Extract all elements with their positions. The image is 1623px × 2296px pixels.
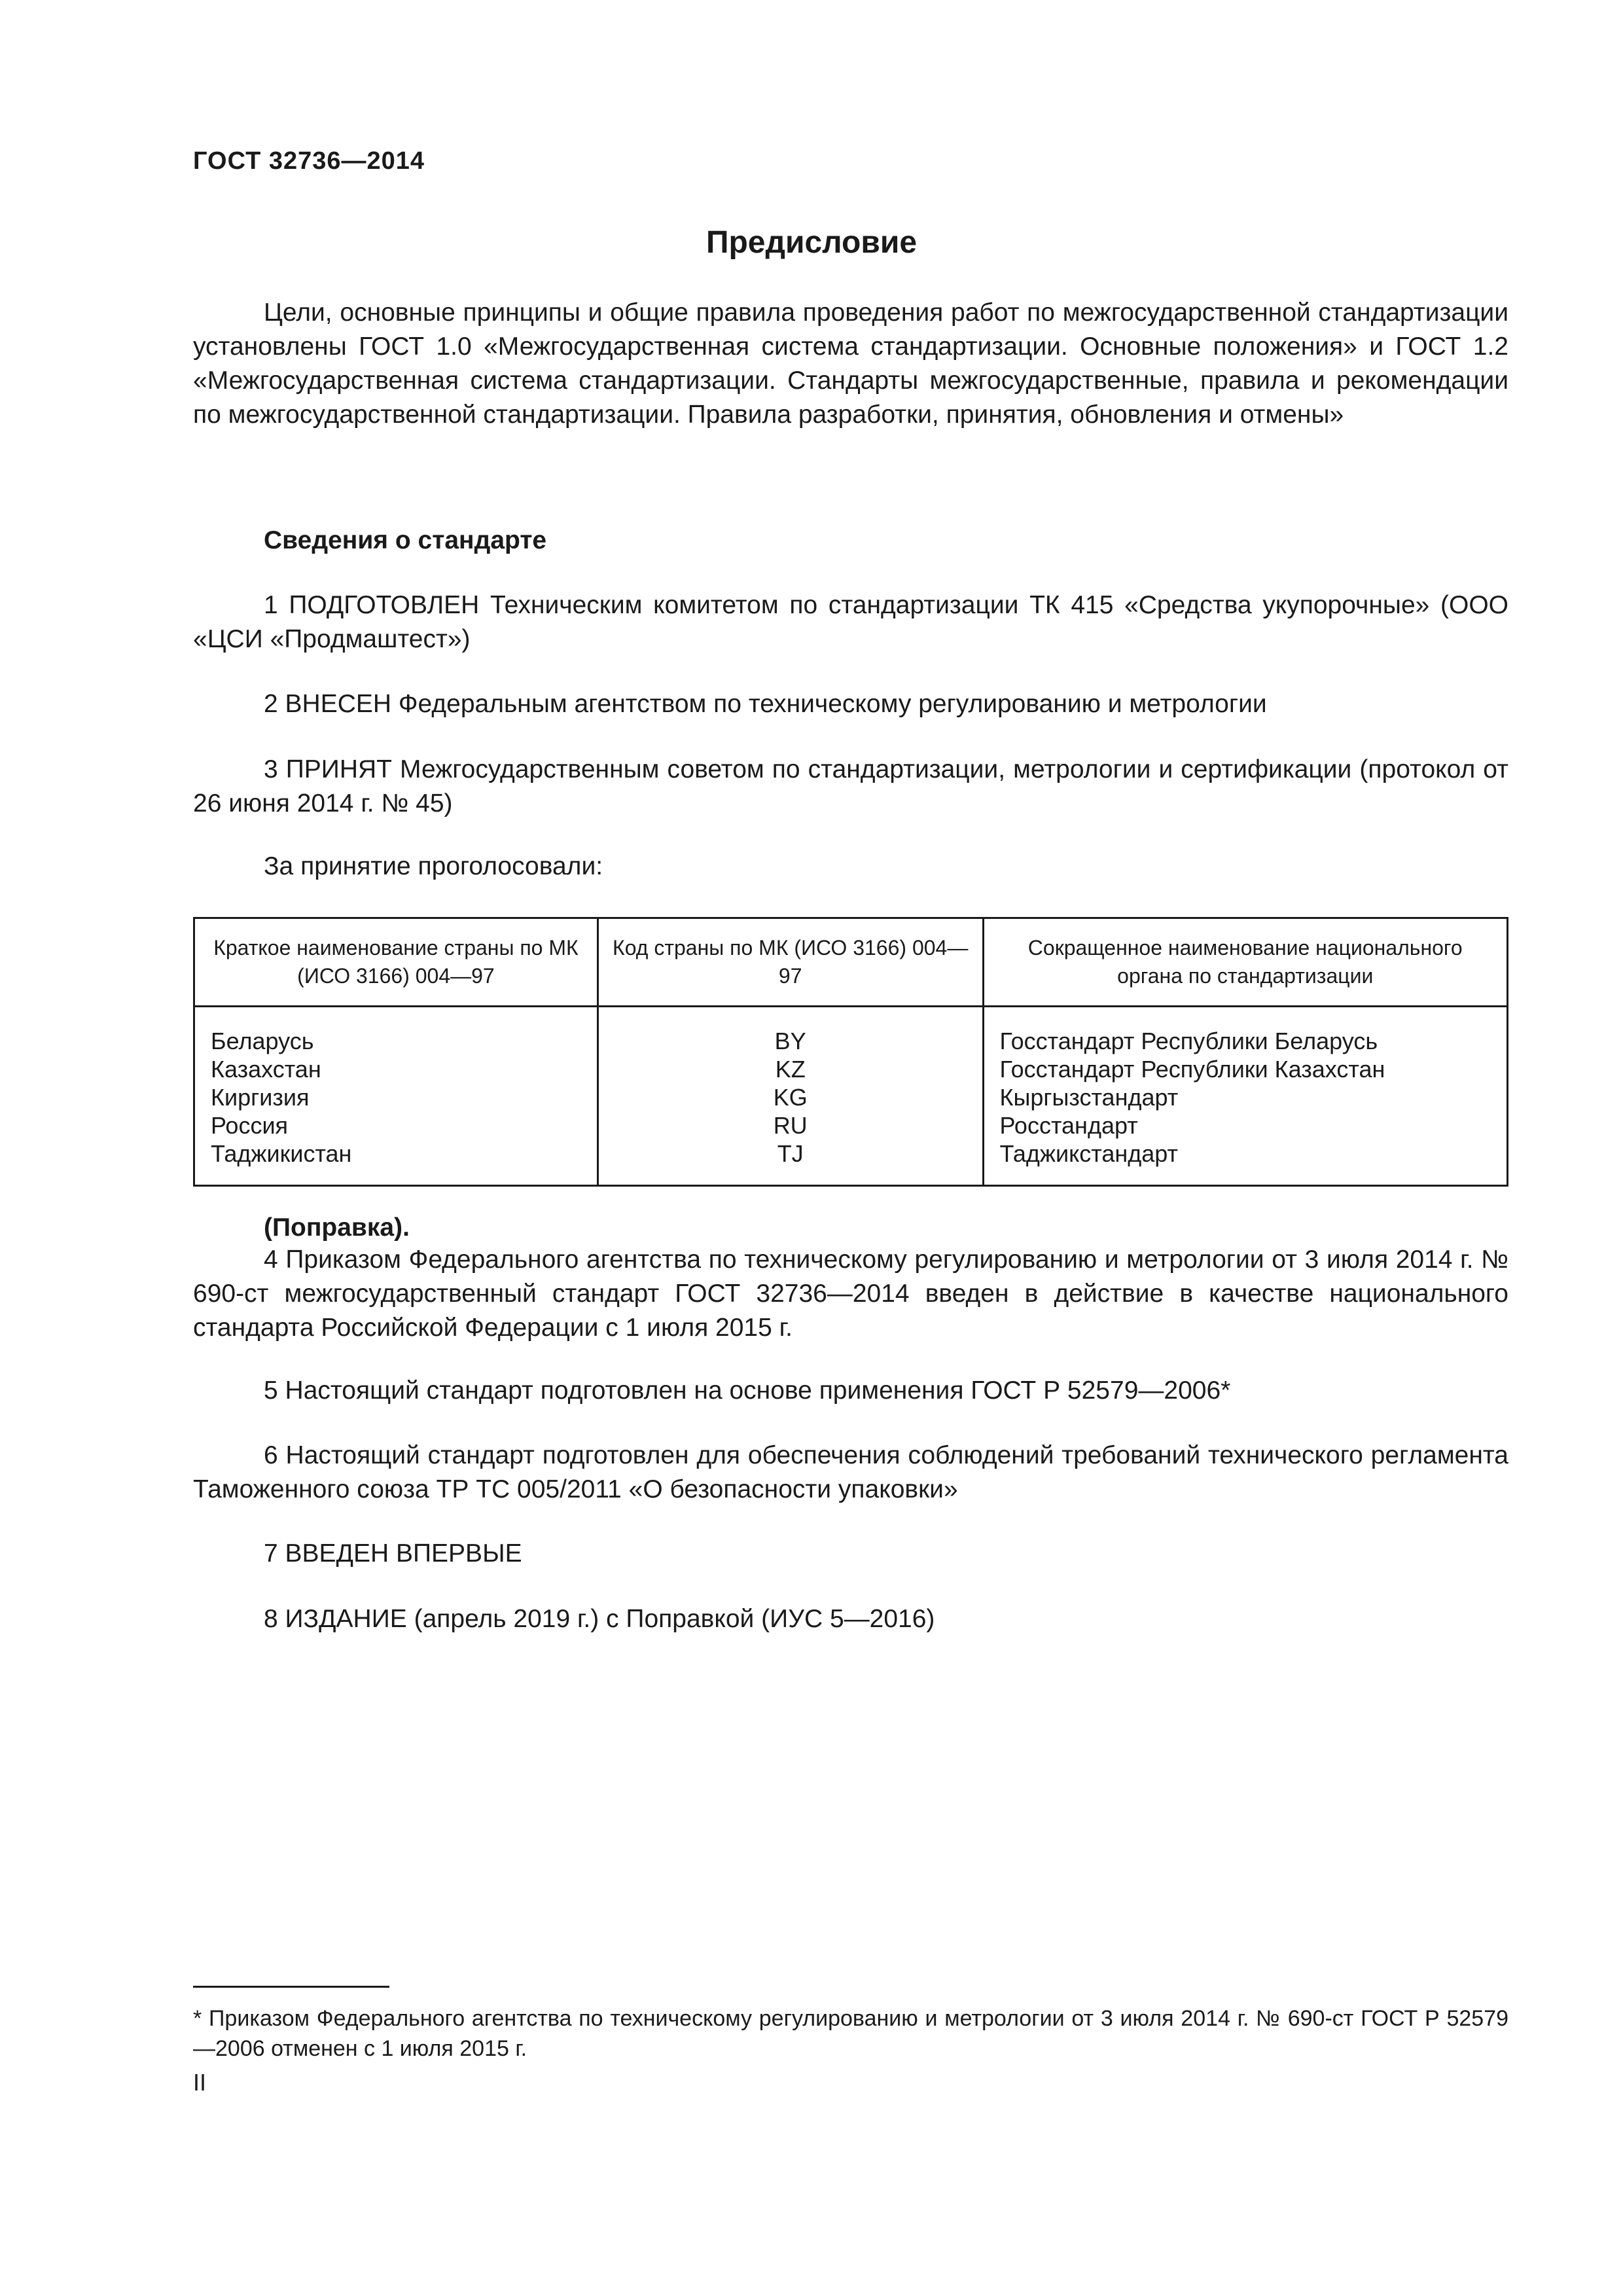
country-code: KZ [775, 1056, 806, 1083]
item-8-edition: 8 ИЗДАНИЕ (апрель 2019 г.) с Поправкой (ИУС 5—2016) [264, 1605, 935, 1633]
country-name: Казахстан [211, 1056, 321, 1083]
column-header-body: Сокращенное наименование национального органа по стандартизации [983, 918, 1508, 1007]
item-2-submitted: 2 ВНЕСЕН Федеральным агентством по техническому регулированию и метрологии [264, 690, 1267, 718]
section-heading: Сведения о стандарте [264, 526, 547, 554]
country-name: Киргизия [211, 1084, 310, 1111]
table-row [194, 1007, 1508, 1186]
footnote-divider [193, 1986, 389, 1988]
item-7-introduced: 7 ВВЕДЕН ВПЕРВЫЕ [264, 1539, 522, 1568]
item-3-adopted: 3 ПРИНЯТ Межгосударственным советом по стандартизации, метрологии и сертификации (протокол от 26 июня 2014 г. № 45) [193, 755, 1508, 817]
country-code: KG [773, 1084, 808, 1111]
item-1-prepared: 1 ПОДГОТОВЛЕН Техническим комитетом по стандартизации ТК 415 «Средства укупорочные» (ООО «ЦСИ «Продмаштест») [193, 591, 1508, 653]
standards-body: Госстандарт Республики Казахстан [999, 1056, 1385, 1083]
country-code: BY [774, 1028, 806, 1054]
country-name: Россия [211, 1112, 289, 1139]
country-cell [194, 1007, 598, 1186]
country-name: Беларусь [211, 1028, 314, 1054]
intro-paragraph: Цели, основные принципы и общие правила проведения работ по межгосударственной стандартизации установлены ГОСТ 1.0 «Межгосударственная система стандартизации. Основные положения» и ГОСТ 1.2 «Межгосударственная система стандартизации. Стандарты межгосударственные, правила и рекомендации по межгосударственной стандартизации. Правила разработки, принятия, обновления и отмены» [193, 298, 1508, 429]
item-5-basis: 5 Настоящий стандарт подготовлен на основе применения ГОСТ Р 52579—2006* [264, 1376, 1231, 1405]
item-6-purpose: 6 Настоящий стандарт подготовлен для обеспечения соблюдений требований технического регламента Таможенного союза ТР ТС 005/2011 «О безопасности упаковки» [193, 1441, 1508, 1503]
voting-countries-table [193, 917, 1508, 1187]
standards-body: Кыргызстандарт [999, 1084, 1179, 1111]
country-name: Таджикистан [211, 1140, 352, 1167]
standards-body: Росстандарт [999, 1112, 1138, 1139]
footnote: * Приказом Федерального агентства по техническому регулированию и метрологии от 3 июля 2014 г. № 690-ст ГОСТ Р 52579—2006 отменен с 1 июля 2015 г. [193, 2006, 1508, 2061]
page-title: Предисловие [705, 225, 918, 260]
amendment-label: (Поправка). [264, 1213, 410, 1242]
voted-label: За принятие проголосовали: [264, 852, 603, 880]
standards-body: Таджикстандарт [999, 1140, 1178, 1167]
standards-body: Госстандарт Республики Беларусь [999, 1028, 1378, 1054]
column-header-code: Код страны по МК (ИСО 3166) 004—97 [597, 918, 983, 1007]
country-code: RU [773, 1112, 808, 1139]
code-cell [597, 1007, 983, 1186]
page-number: II [193, 2069, 207, 2096]
country-code: TJ [777, 1140, 804, 1167]
standard-header: ГОСТ 32736—2014 [193, 147, 425, 175]
column-header-country: Краткое наименование страны по МК (ИСО 3166) 004—97 [194, 918, 598, 1007]
body-cell [983, 1007, 1508, 1186]
item-4-order: 4 Приказом Федерального агентства по техническому регулированию и метрологии от 3 июля 2014 г. № 690-ст межгосударственный стандарт ГОСТ 32736—2014 введен в действие в качестве национального стандарта Российской Федерации с 1 июля 2015 г. [193, 1246, 1508, 1342]
table-header-row [194, 918, 1508, 1007]
